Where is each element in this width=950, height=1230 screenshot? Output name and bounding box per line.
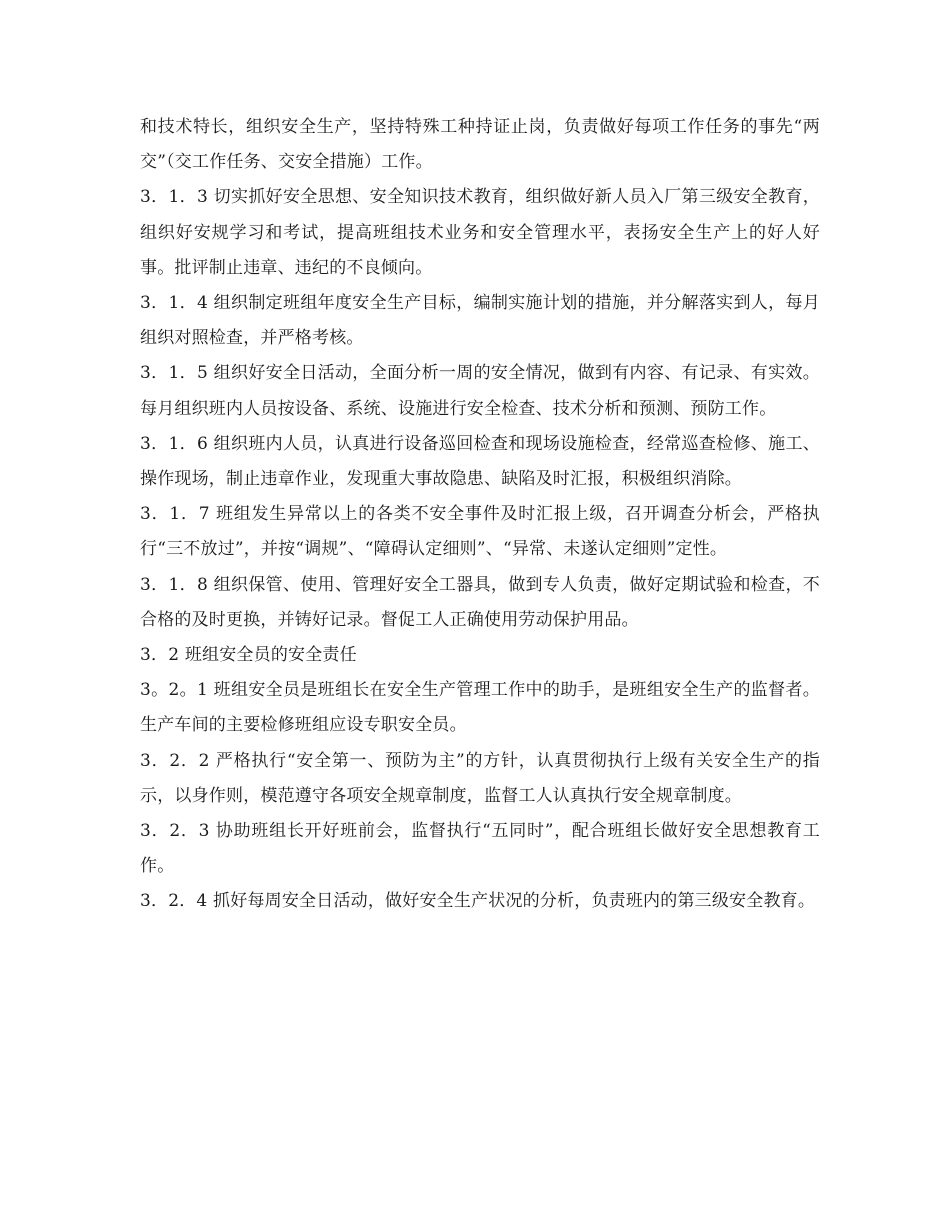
paragraph-3-1-6: 3．1．6 组织班内人员，认真进行设备巡回检查和现场设施检查，经常巡查检修、施工、操作现场，制止违章作业，发现重大事故隐患、缺陷及时汇报，积极组织消除。 [140, 433, 820, 490]
paragraph-3-2-4: 3．2．4 抓好每周安全日活动，做好安全生产状况的分析，负责班内的第三级安全教育。 [140, 891, 816, 912]
paragraph-3-1-7: 3．1．7 班组发生异常以上的各类不安全事件及时汇报上级，召开调查分析会，严格执行“三不放过”，并按“调规”、“障碍认定细则”、“异常、未遂认定细则”定性。 [140, 504, 820, 560]
paragraph-continuation: 和技术特长，组织安全生产，坚持特殊工种持证止岗，负责做好每项工作任务的事先“两交”（交工作任务、交安全措施）工作。 [140, 117, 820, 173]
paragraph-3-1-8: 3．1．8 组织保管、使用、管理好安全工器具，做到专人负责，做好定期试验和检查，不合格的及时更换，并铸好记录。督促工人正确使用劳动保护用品。 [140, 574, 820, 630]
paragraph-3-1-5: 3．1．5 组织好安全日活动，全面分析一周的安全情况，做到有内容、有记录、有实效。每月组织班内人员按设备、系统、设施进行安全检查、技术分析和预测、预防工作。 [140, 363, 820, 419]
section-heading-3-2: 3．2 班组安全员的安全责任 [140, 645, 357, 666]
paragraph-3-2-3: 3．2．3 协助班组长开好班前会，监督执行“五同时”，配合班组长做好安全思想教育工作。 [140, 821, 820, 877]
paragraph-3-2-1: 3。2。1 班组安全员是班组长在安全生产管理工作中的助手，是班组安全生产的监督者。生产车间的主要检修班组应设专职安全员。 [140, 680, 820, 736]
paragraph-3-1-3: 3．1．3 切实抓好安全思想、安全知识技术教育，组织做好新人员入厂第三级安全教育，组织好安规学习和考试，提高班组技术业务和安全管理水平，表扬安全生产上的好人好事。批评制止违章、违纪的不良倾向。 [140, 187, 820, 278]
paragraph-3-1-4: 3．1．4 组织制定班组年度安全生产目标，编制实施计划的措施，并分解落实到人，每月组织对照检查，并严格考核。 [140, 293, 820, 349]
document-body [140, 110, 820, 920]
paragraph-3-2-2: 3．2．2 严格执行“安全第一、预防为主”的方针，认真贯彻执行上级有关安全生产的指示，以身作则，模范遵守各项安全规章制度，监督工人认真执行安全规章制度。 [140, 750, 820, 806]
